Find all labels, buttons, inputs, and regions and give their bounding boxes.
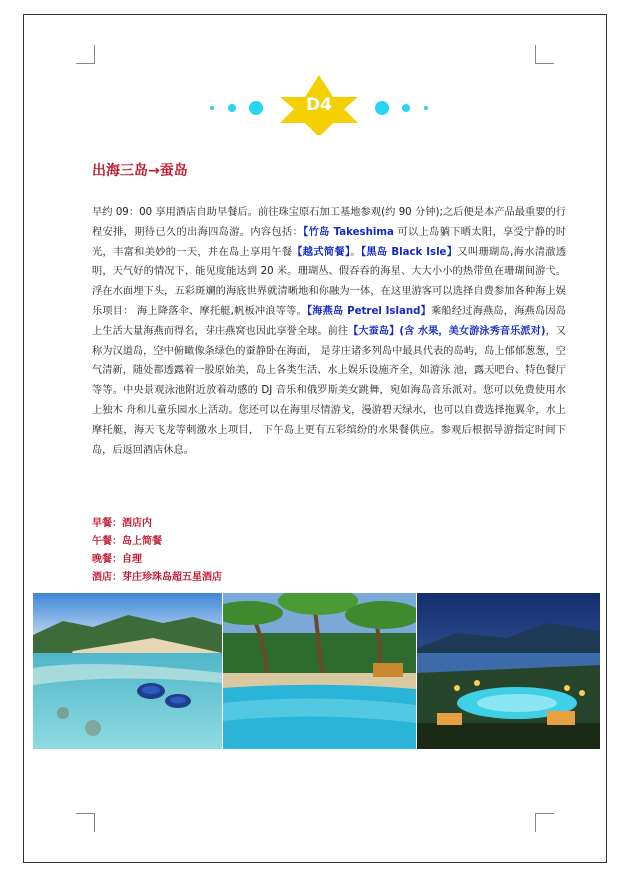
photo-resort-night xyxy=(417,593,600,749)
meal-row-dinner: 晚餐：自理 xyxy=(92,554,142,565)
corner-mark xyxy=(76,45,95,64)
meal-row-hotel: 酒店：芽庄珍珠岛超五星酒店 xyxy=(92,572,222,583)
corner-mark xyxy=(535,813,554,832)
meal-row-lunch: 午餐：岛上简餐 xyxy=(92,536,162,547)
photo-strip xyxy=(33,593,600,749)
photo-palm-pool xyxy=(223,593,416,749)
day-badge xyxy=(204,75,434,135)
highlight-petrel-island: 【海燕岛 Petrel Island】 xyxy=(306,305,431,317)
highlight-silkworm-island: 【大蚕岛】(含 水果，美女游泳秀音乐派对) xyxy=(348,325,546,337)
corner-mark xyxy=(535,45,554,64)
day-label: D4 xyxy=(306,95,332,115)
route-title: 出海三岛→蚕岛 xyxy=(92,163,188,179)
highlight-takeshima: 【竹岛 Takeshima xyxy=(303,226,394,238)
itinerary-text: 早约 09：00 享用酒店自助早餐后。前往珠宝原石加工基地参观(约 90 分钟);之后便是本产品最重要的行程安排，期待已久的出海四岛游。内容包括：【竹岛 Takeshima 可以上岛躺下晒太阳，享受宁静的时光，丰富和美妙的一天，并在岛上享用午餐【越式简餐】。【黑岛 Black Isle】又叫珊瑚岛,海水清澈透明，天气好的情况下，能见度能达到 20 米。珊瑚丛、假吞吞的海星、大大小小的热带鱼在珊瑚间游弋。浮在水面埋下头，五彩斑斓的海底世界就清晰地和你融为一体，在这里游客可以选择自费参加各种海上娱乐项目： 海上降落伞、摩托艇,帆板冲浪等等。【海燕岛 Petrel Island】乘船经过海燕岛，海燕岛因岛上生活大量海燕而得名，芽庄燕窝也因此享誉全球。前往【大蚕岛】(含 水果，美女游泳秀音乐派对)，又称为汉道岛，空中俯瞰像条绿色的蚕静卧在海面， 是芽庄诸多列岛中最具代表的岛屿，岛上郁郁葱葱，空气清新，随处都透露着一股原始美，岛上各类生活、水上娱乐设施齐全，如游泳 池，露天吧台、特色餐厅等等。中央景观泳池附近放着动感的 DJ 音乐和俄罗斯美女跳舞，宛如海岛音乐派对。您可以免费使用水上独木 舟和儿童乐园水上活动。您还可以在海里尽情游戈，漫游碧天绿水，也可以自费选择拖翼伞，水上摩托艇，海天飞龙等刺激水上项目， 下午岛上更有五彩缤纷的水果餐供应。参观后根据导游指定时间下岛，后返回酒店休息。 xyxy=(92,207,567,456)
page xyxy=(23,14,607,863)
highlight-black-isle: 【黑岛 Black Isle】 xyxy=(360,246,458,258)
corner-mark xyxy=(76,813,95,832)
meal-list xyxy=(92,515,222,587)
meal-row-breakfast: 早餐：酒店内 xyxy=(92,518,152,529)
highlight-lunch: 【越式简餐】 xyxy=(292,246,351,258)
photo-beach-boats xyxy=(33,593,222,749)
